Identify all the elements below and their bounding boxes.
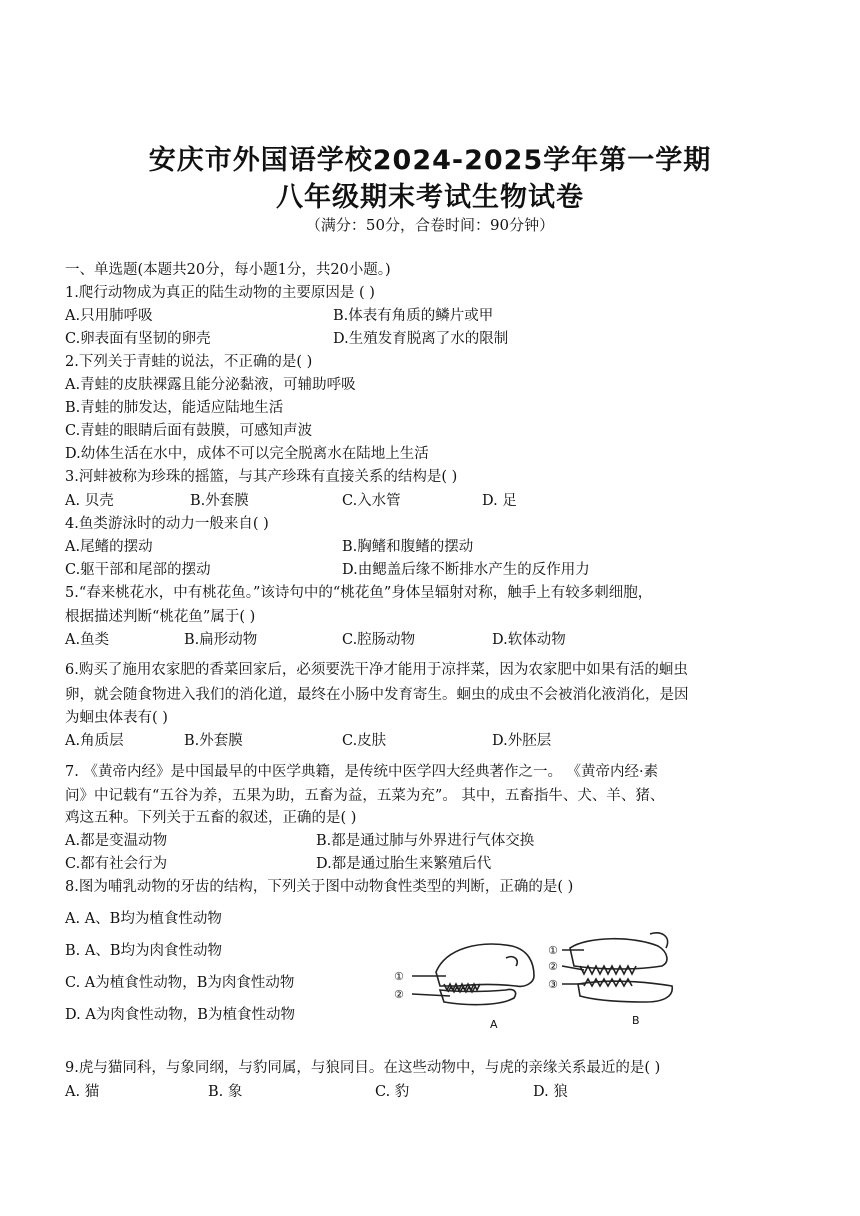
- question-6-option-b: B.外套膜: [184, 733, 243, 749]
- question-1-stem: 1.爬行动物成为真正的陆生动物的主要原因是 ( ): [65, 285, 375, 301]
- question-7-stem-line1: 7. 《黄帝内经》是中国最早的中医学典籍，是传统中医学四大经典著作之一。 《黄帝内经·素: [65, 764, 659, 780]
- question-8-option-c: C. A为植食性动物，B为肉食性动物: [65, 975, 295, 991]
- skull-a-outline: [436, 944, 534, 986]
- figure-marker-a2: ②: [394, 988, 404, 1001]
- question-2-option-d: D.幼体生活在水中，成体不可以完全脱离水在陆地上生活: [65, 446, 429, 462]
- question-5-stem-line1: 5.“春来桃花水，中有桃花鱼。”该诗句中的“桃花鱼”身体呈辐射对称，触手上有较多刺细胞，: [65, 585, 653, 601]
- question-7-stem-line2: 问》中记载有“五谷为养，五果为助，五畜为益，五菜为充”。 其中，五畜指牛、犬、羊、猪、: [65, 788, 665, 804]
- question-5-option-d: D.软体动物: [492, 632, 566, 648]
- question-8-stem: 8.图为哺乳动物的牙齿的结构，下列关于图中动物食性类型的判断，正确的是( ): [65, 879, 574, 895]
- question-5-option-a: A.鱼类: [65, 632, 110, 648]
- question-4-option-b: B.胸鳍和腹鳍的摆动: [342, 539, 474, 555]
- question-7-stem-line3: 鸡这五种。下列关于五畜的叙述，正确的是( ): [65, 810, 357, 826]
- skull-a-eye: [506, 957, 517, 966]
- question-6-option-d: D.外胚层: [492, 733, 552, 749]
- question-6-option-a: A.角质层: [65, 733, 124, 749]
- exam-subtitle: （满分：50分，合卷时间：90分钟）: [305, 216, 555, 234]
- question-1-option-d: D.生殖发育脱离了水的限制: [333, 331, 509, 347]
- figure-marker-a1: ①: [394, 970, 404, 983]
- question-8-option-a: A. A、B均为植食性动物: [65, 911, 222, 927]
- question-3-option-b: B.外套膜: [190, 493, 249, 509]
- question-2-option-a: A.青蛙的皮肤裸露且能分泌黏液，可辅助呼吸: [65, 377, 356, 393]
- skull-a-jaw: [440, 989, 516, 1004]
- question-3-option-a: A. 贝壳: [65, 493, 114, 509]
- figure-marker-b3: ③: [548, 978, 558, 991]
- question-1-option-b: B.体表有角质的鳞片或甲: [333, 308, 494, 324]
- question-9-stem: 9.虎与猫同科，与象同纲，与豹同属，与狼同目。在这些动物中，与虎的亲缘关系最近的是( ): [65, 1060, 661, 1076]
- teeth-structure-figure: [388, 926, 688, 1034]
- skull-b-outline: [570, 939, 667, 969]
- question-9-option-c: C. 豹: [375, 1084, 410, 1100]
- question-6-stem-line2: 卵，就会随食物进入我们的消化道，最终在小肠中发育寄生。蛔虫的成虫不会被消化液消化，是因: [65, 687, 689, 703]
- question-3-stem: 3.河蚌被称为珍珠的摇篮，与其产珍珠有直接关系的结构是( ): [65, 469, 458, 485]
- section-heading: 一、单选题(本题共20分，每小题1分，共20小题。): [65, 262, 391, 278]
- question-2-stem: 2.下列关于青蛙的说法，不正确的是( ): [65, 354, 313, 370]
- question-1-option-c: C.卵表面有坚韧的卵壳: [65, 331, 211, 347]
- figure-marker-b2: ②: [548, 960, 558, 973]
- question-8-option-b: B. A、B均为肉食性动物: [65, 943, 222, 959]
- exam-title-line2: 八年级期末考试生物试卷: [276, 182, 584, 213]
- question-5-option-c: C.腔肠动物: [342, 632, 416, 648]
- question-3-option-c: C.入水管: [342, 493, 401, 509]
- question-4-option-d: D.由鳃盖后缘不断排水产生的反作用力: [342, 562, 590, 578]
- question-8-option-d: D. A为肉食性动物，B为植食性动物: [65, 1007, 295, 1023]
- question-5-option-b: B.扁形动物: [184, 632, 258, 648]
- question-5-stem-line2: 根据描述判断“桃花鱼”属于( ): [65, 609, 256, 625]
- question-3-option-d: D. 足: [482, 493, 517, 509]
- question-4-option-a: A.尾鳍的摆动: [65, 539, 153, 555]
- question-4-stem: 4.鱼类游泳时的动力一般来自( ): [65, 516, 269, 532]
- question-6-option-c: C.皮肤: [342, 733, 387, 749]
- figure-marker-b1: ①: [548, 944, 558, 957]
- question-7-option-b: B.都是通过肺与外界进行气体交换: [316, 833, 535, 849]
- question-6-stem-line1: 6.购买了施用农家肥的香菜回家后，必须要洗干净才能用于凉拌菜，因为农家肥中如果有活的蛔虫: [65, 662, 688, 678]
- question-1-option-a: A.只用肺呼吸: [65, 308, 153, 324]
- question-7-option-d: D.都是通过胎生来繁殖后代: [316, 856, 492, 872]
- question-9-option-d: D. 狼: [533, 1084, 568, 1100]
- skull-b-upper-teeth: [580, 966, 636, 974]
- question-4-option-c: C.躯干部和尾部的摆动: [65, 562, 211, 578]
- question-9-option-b: B. 象: [208, 1084, 243, 1100]
- question-9-option-a: A. 猫: [65, 1084, 100, 1100]
- figure-label-a: A: [490, 1018, 498, 1031]
- question-7-option-c: C.都有社会行为: [65, 856, 168, 872]
- question-2-option-c: C.青蛙的眼睛后面有鼓膜，可感知声波: [65, 423, 313, 439]
- figure-label-b: B: [632, 1014, 640, 1027]
- question-7-option-a: A.都是变温动物: [65, 833, 168, 849]
- question-2-option-b: B.青蛙的肺发达，能适应陆地生活: [65, 400, 284, 416]
- exam-title-line1: 安庆市外国语学校2024-2025学年第一学期: [148, 145, 712, 176]
- question-6-stem-line3: 为蛔虫体表有( ): [65, 710, 168, 726]
